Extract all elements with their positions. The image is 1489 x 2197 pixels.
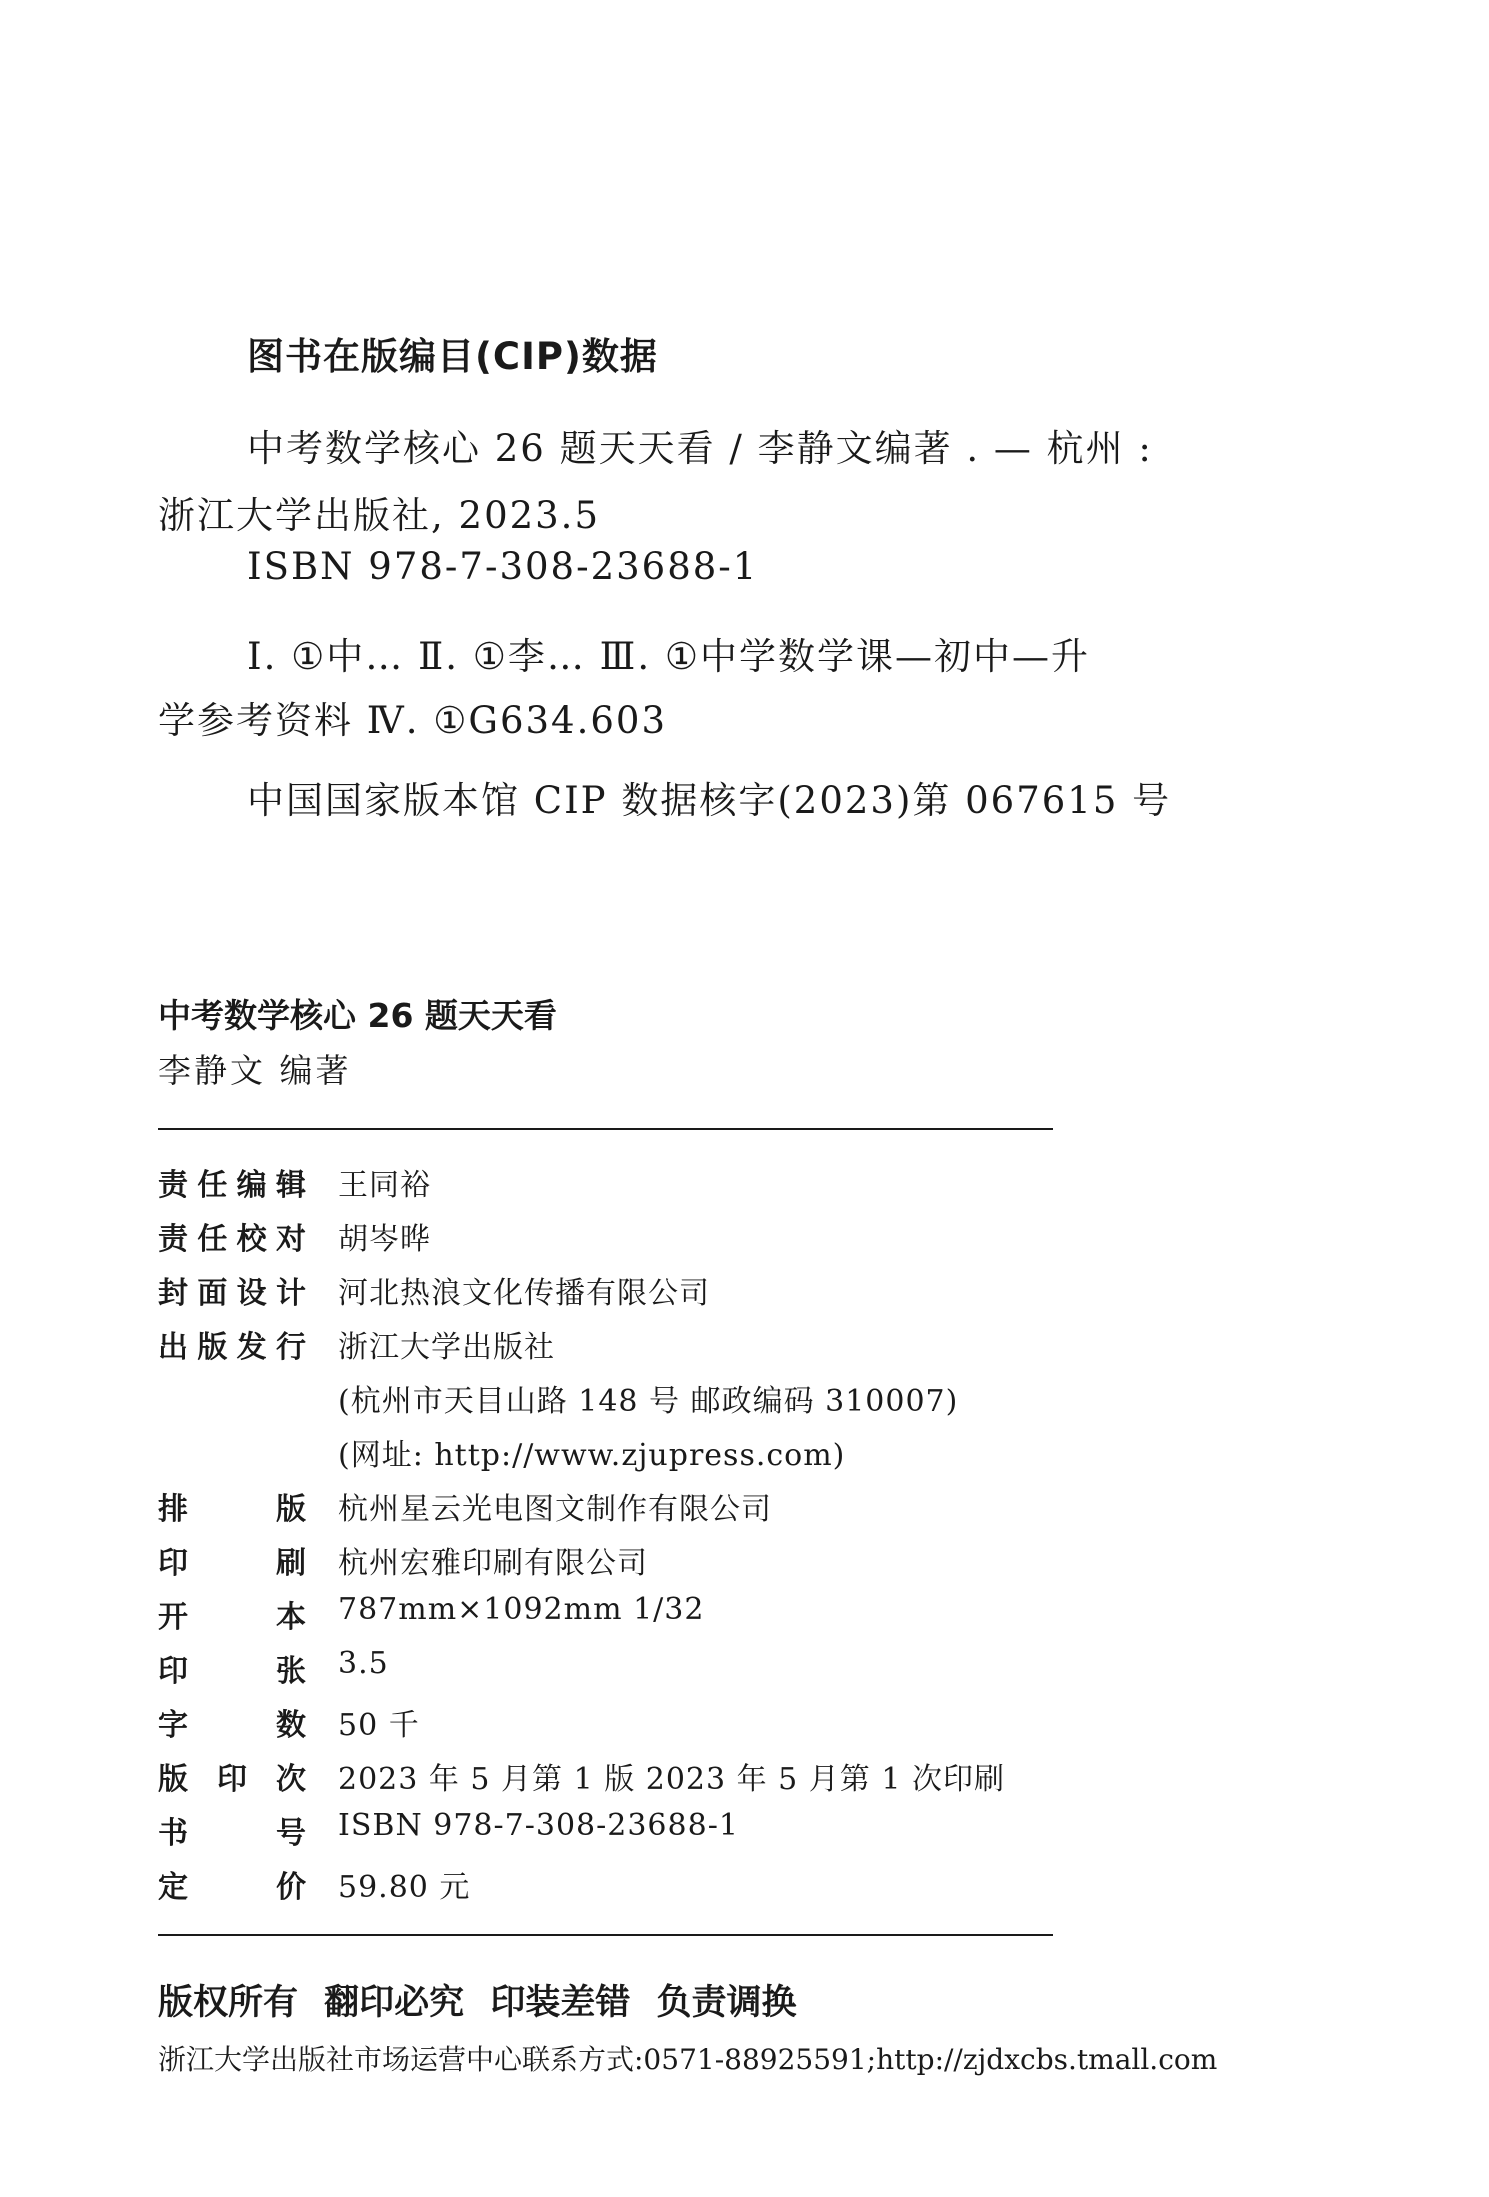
info-label-char: 设 [236, 1276, 267, 1311]
info-value: 50 千 [338, 1708, 420, 1743]
cip-isbn-line: ISBN 978-7-308-23688-1 [247, 545, 759, 588]
info-label-char: 本 [276, 1600, 306, 1635]
info-value: 胡岑晔 [338, 1222, 431, 1257]
info-value: 2023 年 5 月第 1 版 2023 年 5 月第 1 次印刷 [338, 1762, 1005, 1797]
info-label-char: 对 [275, 1222, 306, 1257]
info-label-char: 刷 [276, 1546, 306, 1581]
book-author: 李静文 编著 [158, 1051, 352, 1090]
info-label [158, 1214, 306, 1258]
info-label-char: 任 [197, 1222, 228, 1257]
info-label [158, 1862, 306, 1906]
divider-top [158, 1128, 1053, 1130]
book-title: 中考数学核心 26 题天天看 [158, 996, 557, 1035]
info-label-char: 印 [158, 1654, 188, 1689]
info-label-char: 封 [158, 1276, 188, 1311]
info-label-char: 数 [276, 1708, 306, 1743]
info-value: 59.80 元 [338, 1870, 471, 1905]
cip-heading: 图书在版编目(CIP)数据 [247, 335, 658, 378]
info-label-char: 责 [158, 1168, 188, 1203]
info-label [158, 1592, 306, 1636]
cip-publisher-line: 浙江大学出版社, 2023.5 [158, 494, 600, 537]
info-label-char: 字 [158, 1708, 188, 1743]
cip-classification-line-cont: 学参考资料 Ⅳ. ①G634.603 [158, 699, 667, 742]
info-label-char: 出 [158, 1330, 188, 1365]
info-value: 浙江大学出版社 [338, 1330, 555, 1365]
info-label [158, 1700, 306, 1744]
info-label-char: 号 [276, 1816, 306, 1851]
info-label-char: 书 [158, 1816, 188, 1851]
info-label [158, 1268, 306, 1312]
info-label-char: 校 [236, 1222, 267, 1257]
info-label-char: 定 [158, 1870, 188, 1905]
info-value: 杭州宏雅印刷有限公司 [338, 1546, 648, 1581]
info-label-char: 开 [158, 1600, 188, 1635]
info-value: 3.5 [338, 1646, 389, 1681]
info-label-char: 责 [158, 1222, 188, 1257]
cip-record-number: 中国国家版本馆 CIP 数据核字(2023)第 067615 号 [247, 779, 1172, 822]
info-label-char: 价 [276, 1870, 306, 1905]
info-label [158, 1538, 306, 1582]
info-value: 河北热浪文化传播有限公司 [338, 1276, 710, 1311]
info-label-char: 版 [276, 1492, 306, 1527]
info-label-char: 印 [158, 1546, 188, 1581]
info-label-char: 任 [197, 1168, 228, 1203]
info-value: 787mm×1092mm 1/32 [338, 1592, 705, 1627]
info-label [158, 1646, 306, 1690]
info-label-char: 次 [276, 1762, 306, 1797]
info-value: (网址: http://www.zjupress.com) [338, 1438, 846, 1473]
info-label-char: 辑 [275, 1168, 306, 1203]
info-label [158, 1808, 306, 1852]
info-label [158, 1322, 306, 1366]
info-label-char: 计 [275, 1276, 306, 1311]
info-value: 王同裕 [338, 1168, 431, 1203]
info-label-char: 排 [158, 1492, 188, 1527]
info-label-char: 发 [236, 1330, 267, 1365]
info-value: (杭州市天目山路 148 号 邮政编码 310007) [338, 1384, 959, 1419]
info-label-char: 编 [236, 1168, 267, 1203]
contact-info: 浙江大学出版社市场运营中心联系方式:0571-88925591;http://zjdxcbs.tmall.com [158, 2043, 1218, 2076]
info-label-char: 版 [158, 1762, 188, 1797]
info-value: 杭州星云光电图文制作有限公司 [338, 1492, 772, 1527]
cip-classification-line: Ⅰ. ①中… Ⅱ. ①李… Ⅲ. ①中学数学课—初中—升 [247, 635, 1091, 678]
info-label-char: 行 [275, 1330, 306, 1365]
divider-bottom [158, 1934, 1053, 1936]
cip-title-line: 中考数学核心 26 题天天看 / 李静文编著 . — 杭州 : [247, 427, 1153, 470]
info-label-char: 张 [276, 1654, 306, 1689]
info-label-char: 面 [197, 1276, 228, 1311]
info-label [158, 1754, 306, 1798]
info-label [158, 1484, 306, 1528]
copyright-notice: 版权所有 翻印必究 印装差错 负责调换 [158, 1983, 797, 2023]
info-value: ISBN 978-7-308-23688-1 [338, 1808, 739, 1843]
info-label [158, 1160, 306, 1204]
info-label-char: 印 [217, 1762, 247, 1797]
info-label-char: 版 [197, 1330, 228, 1365]
